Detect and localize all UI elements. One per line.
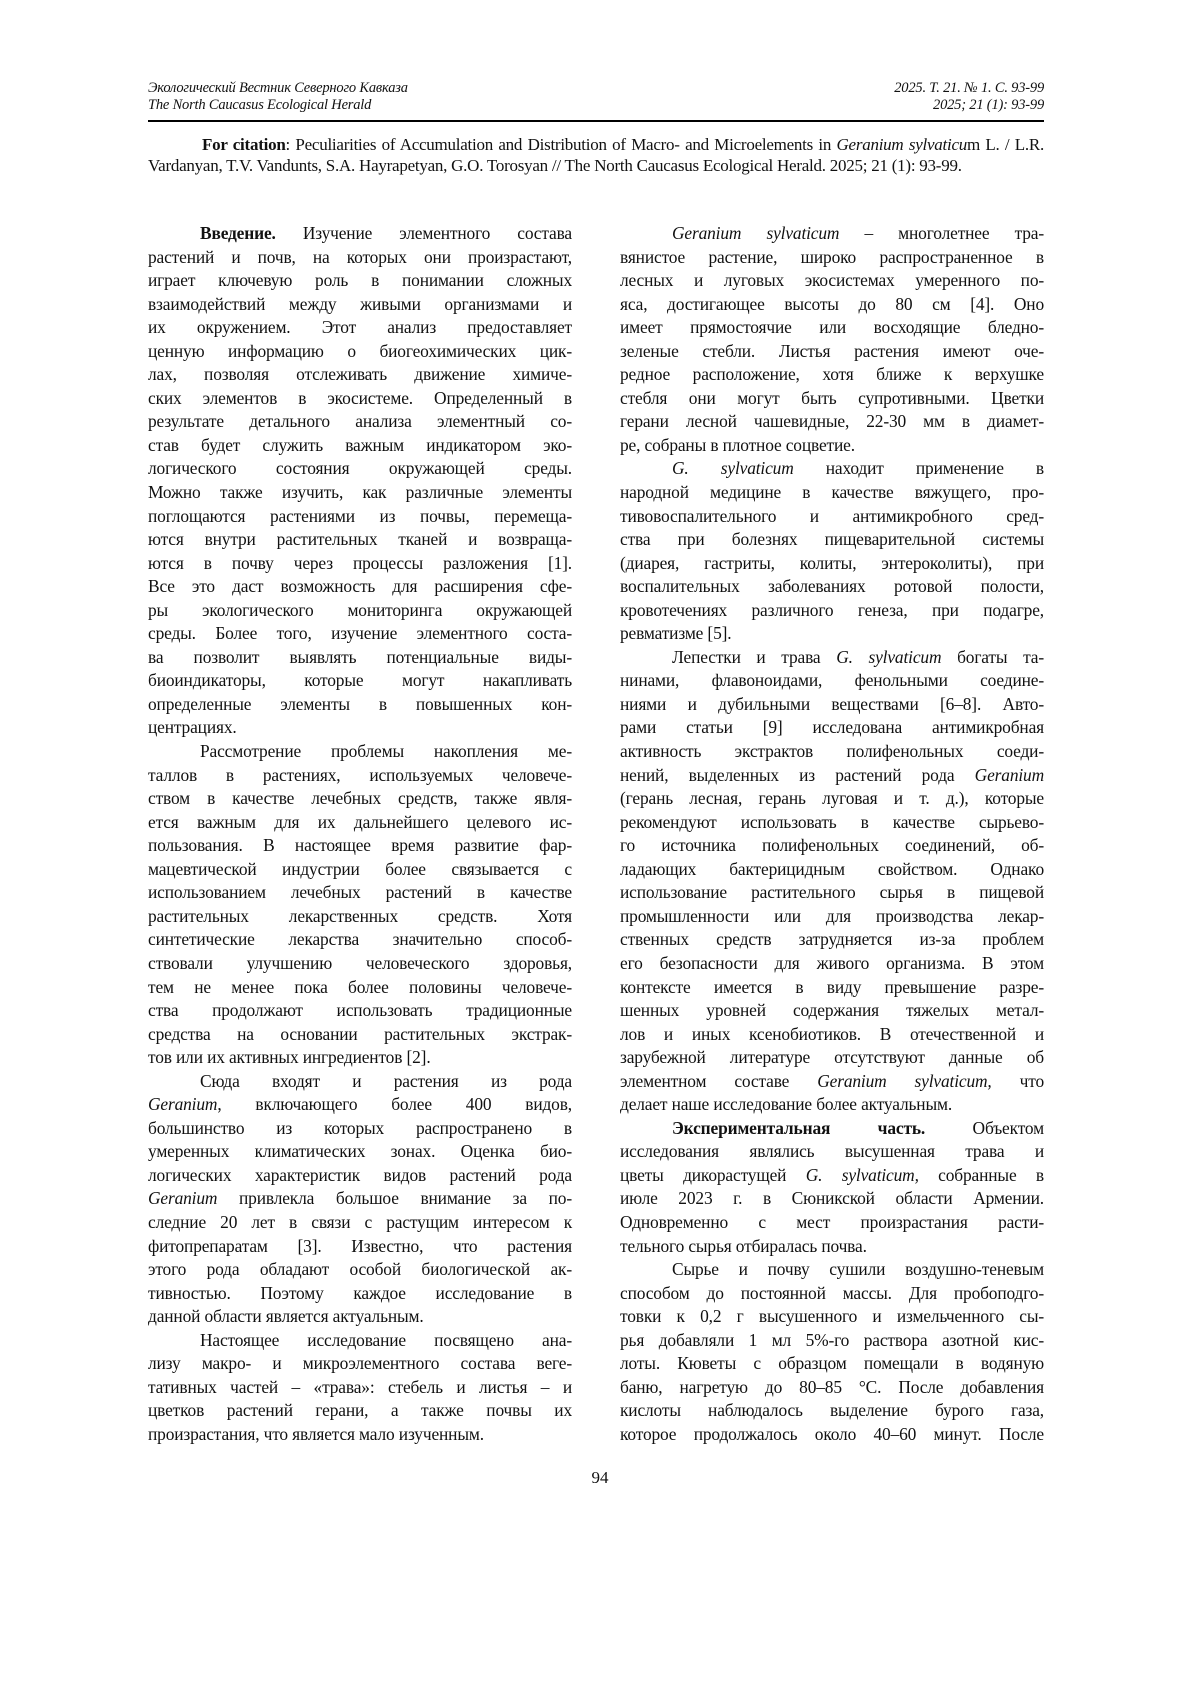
text-line	[620, 1117, 1044, 1141]
section-heading: Экспериментальная часть.	[672, 1118, 925, 1138]
text-line: взаимодействий между живыми организмами и	[148, 293, 572, 317]
text-line: этого рода обладают особой биологической ак-	[148, 1258, 572, 1282]
text-line: кислоты наблюдалось выделение бурого газа,	[620, 1399, 1044, 1423]
text-line: логического состояния окружающей среды.	[148, 457, 572, 481]
left-column	[148, 222, 572, 1446]
text-line: тельного сырья отбиралась почва.	[620, 1235, 1044, 1259]
text-line: имеет прямостоячие или восходящие бледно-	[620, 316, 1044, 340]
text-line: их окружением. Этот анализ предоставляет	[148, 316, 572, 340]
text-line: Сырье и почву сушили воздушно-теневым	[620, 1258, 1044, 1282]
journal-title-ru: Экологический Вестник Северного Кавказа	[148, 80, 408, 97]
italic-term: Geranium sylvaticum,	[817, 1071, 991, 1091]
text-line	[620, 1070, 1044, 1094]
text-line: тем не менее пока более половины человече-	[148, 976, 572, 1000]
text-line	[148, 222, 572, 246]
text-line: произрастания, что является мало изученным.	[148, 1423, 572, 1447]
text-line: Рассмотрение проблемы накопления ме-	[148, 740, 572, 764]
text-line: герани лесной чашевидные, 22-30 мм в диамет-	[620, 410, 1044, 434]
text-line	[620, 764, 1044, 788]
issue-en: 2025; 21 (1): 93-99	[933, 97, 1044, 114]
text-line	[620, 646, 1044, 670]
italic-term: G. sylvaticum	[672, 458, 794, 478]
text-line: фитопрепаратам [3]. Известно, что растения	[148, 1235, 572, 1259]
text-line: Сюда входят и растения из рода	[148, 1070, 572, 1094]
paragraph	[148, 1329, 572, 1447]
text-line: делает наше исследование более актуальным.	[620, 1093, 1044, 1117]
text-line: воспалительных заболеваниях ротовой полости,	[620, 575, 1044, 599]
text-line	[620, 1164, 1044, 1188]
text-line: ются в почву через процессы разложения [1].	[148, 552, 572, 576]
text-line: исследования являлись высушенная трава и	[620, 1140, 1044, 1164]
text-line: данной области является актуальным.	[148, 1305, 572, 1329]
text-line: Одновременно с мест произрастания расти-	[620, 1211, 1044, 1235]
paragraph	[620, 1117, 1044, 1258]
paragraph	[148, 1070, 572, 1329]
text-line: вянистое растение, широко распространенное в	[620, 246, 1044, 270]
citation-segment: Geranium sylvaticu	[837, 135, 968, 154]
text-line: способом до постоянной массы. Для пробоподго-	[620, 1282, 1044, 1306]
text-line: определенные элементы в повышенных кон-	[148, 693, 572, 717]
citation-segment: m L. / L.R. Vardanyan, T.V. Vandunts, S.A. Hayrapetyan, G.O. Torosyan // The North Caucasus Ecological Herald. 2025; 21 (1): 93-99.	[148, 135, 1044, 175]
text-line: тов или их активных ингредиентов [2].	[148, 1046, 572, 1070]
text-segment: – многолетнее тра-	[839, 223, 1044, 243]
text-line: таллов в растениях, используемых человече-	[148, 764, 572, 788]
text-line: ственных средств затрудняется из-за проблем	[620, 928, 1044, 952]
text-line: ревматизме [5].	[620, 622, 1044, 646]
text-line: ладающих бактерицидным свойством. Однако	[620, 858, 1044, 882]
text-line: лоты. Кюветы с образцом помещали в водяную	[620, 1352, 1044, 1376]
text-line: играет ключевую роль в понимании сложных	[148, 269, 572, 293]
text-segment: Лепестки и трава	[672, 647, 836, 667]
text-line: следние 20 лет в связи с растущим интересом к	[148, 1211, 572, 1235]
text-segment: что	[992, 1071, 1044, 1091]
text-line	[620, 222, 1044, 246]
text-segment: Изучение элементного состава	[276, 223, 572, 243]
italic-term: G. sylvaticum,	[806, 1165, 919, 1185]
text-line: редное расположение, хотя ближе к верхушке	[620, 363, 1044, 387]
right-column	[620, 222, 1044, 1446]
text-line: поглощаются растениями из почвы, перемеща-	[148, 505, 572, 529]
text-line: ниями и дубильными веществами [6–8]. Авто-	[620, 693, 1044, 717]
paragraph	[148, 222, 572, 740]
text-line: став будет служить важным индикатором эко-	[148, 434, 572, 458]
text-line: зарубежной литературе отсутствуют данные об	[620, 1046, 1044, 1070]
text-line: использование растительного сырья в пищевой	[620, 881, 1044, 905]
text-line: промышленности или для производства лекар-	[620, 905, 1044, 929]
text-line: Можно также изучить, как различные элементы	[148, 481, 572, 505]
text-line: его безопасности для живого организма. В этом	[620, 952, 1044, 976]
text-line: тивностью. Поэтому каждое исследование в	[148, 1282, 572, 1306]
text-line: кровотечениях различного генеза, при подагре,	[620, 599, 1044, 623]
text-line: рекомендуют использовать в качестве сырьево-	[620, 811, 1044, 835]
text-segment: нений, выделенных из растений рода	[620, 765, 975, 785]
text-line: средства на основании растительных экстрак-	[148, 1023, 572, 1047]
text-line: ством в качестве лечебных средств, также явля-	[148, 787, 572, 811]
text-line: лов и иных ксенобиотиков. В отечественной и	[620, 1023, 1044, 1047]
italic-term: Geranium	[148, 1094, 217, 1114]
italic-term: G. sylvaticum	[836, 647, 941, 667]
paragraph	[620, 222, 1044, 457]
journal-title-en: The North Caucasus Ecological Herald	[148, 97, 371, 114]
text-line: результате детального анализа элементный со-	[148, 410, 572, 434]
text-segment: привлекла большое внимание за по-	[217, 1188, 572, 1208]
text-line: ва позволит выявлять потенциальные виды-	[148, 646, 572, 670]
text-line: нинами, флавоноидами, фенольными соедине-	[620, 669, 1044, 693]
text-line: ства продолжают использовать традиционные	[148, 999, 572, 1023]
text-line	[148, 1093, 572, 1117]
text-segment: цветы дикорастущей	[620, 1165, 806, 1185]
running-header	[148, 80, 1044, 114]
text-line: (герань лесная, герань луговая и т. д.), которые	[620, 787, 1044, 811]
text-line: пользования. В настоящее время развитие фар-	[148, 834, 572, 858]
text-line: растений и почв, на которых они произрастают,	[148, 246, 572, 270]
text-line: лах, позволяя отслеживать движение химиче-	[148, 363, 572, 387]
text-line: ется важным для их дальнейшего целевого ис-	[148, 811, 572, 835]
text-line	[620, 457, 1044, 481]
citation-segment: For citation	[202, 135, 286, 154]
text-line: рами статьи [9] исследована антимикробная	[620, 716, 1044, 740]
text-line: рья добавляли 1 мл 5%-го раствора азотной кис-	[620, 1329, 1044, 1353]
text-line: ры экологического мониторинга окружающей	[148, 599, 572, 623]
header-rule	[148, 120, 1044, 122]
text-line: использованием лечебных растений в качестве	[148, 881, 572, 905]
italic-term: Geranium	[975, 765, 1044, 785]
paragraph	[620, 457, 1044, 645]
text-segment: собранные в	[919, 1165, 1044, 1185]
text-line: июле 2023 г. в Сюникской области Армении.	[620, 1187, 1044, 1211]
citation-segment: : Peculiarities of Accumulation and Distribution of Macro- and Microelements in	[286, 135, 837, 154]
text-line: Настоящее исследование посвящено ана-	[148, 1329, 572, 1353]
italic-term: Geranium sylvaticum	[672, 223, 839, 243]
paragraph	[620, 646, 1044, 1117]
text-line: товки к 0,2 г высушенного и измельченного сы-	[620, 1305, 1044, 1329]
paragraph	[620, 1258, 1044, 1446]
text-line: растительных лекарственных средств. Хотя	[148, 905, 572, 929]
text-line: народной медицине в качестве вяжущего, про-	[620, 481, 1044, 505]
text-line: ценную информацию о биогеохимических цик-	[148, 340, 572, 364]
text-line: баню, нагретую до 80–85 °C. После добавления	[620, 1376, 1044, 1400]
text-line: логических характеристик видов растений рода	[148, 1164, 572, 1188]
text-line: ских элементов в экосистеме. Определенный в	[148, 387, 572, 411]
text-line: ре, собраны в плотное соцветие.	[620, 434, 1044, 458]
text-line: ства при болезнях пищеварительной системы	[620, 528, 1044, 552]
text-line: контексте имеется в виду превышение разре-	[620, 976, 1044, 1000]
text-line: среды. Более того, изучение элементного соста-	[148, 622, 572, 646]
text-line: синтетические лекарства значительно способ-	[148, 928, 572, 952]
text-line: го источника полифенольных соединений, об-	[620, 834, 1044, 858]
paragraph	[148, 740, 572, 1070]
text-line: лесных и луговых экосистемах умеренного по-	[620, 269, 1044, 293]
citation	[148, 134, 1044, 176]
text-segment: Объектом	[925, 1118, 1044, 1138]
text-line: центрациях.	[148, 716, 572, 740]
text-line: тивовоспалительного и антимикробного сред-	[620, 505, 1044, 529]
text-segment: богаты та-	[941, 647, 1044, 667]
page-number: 94	[0, 1468, 1200, 1488]
text-line: активность экстрактов полифенольных соеди-	[620, 740, 1044, 764]
italic-term: Geranium	[148, 1188, 217, 1208]
text-line: шенных уровней содержания тяжелых метал-	[620, 999, 1044, 1023]
text-line: стебля они могут быть супротивными. Цветки	[620, 387, 1044, 411]
text-line: большинство из которых распространено в	[148, 1117, 572, 1141]
text-segment: , включающего более 400 видов,	[217, 1094, 572, 1114]
issue-ru: 2025. Т. 21. № 1. С. 93-99	[894, 80, 1044, 97]
text-segment: находит применение в	[794, 458, 1044, 478]
text-line: тативных частей – «трава»: стебель и листья – и	[148, 1376, 572, 1400]
text-line: ствовали улучшению человеческого здоровья,	[148, 952, 572, 976]
text-line: биоиндикаторы, которые могут накапливать	[148, 669, 572, 693]
text-line: яса, достигающее высоты до 80 см [4]. Оно	[620, 293, 1044, 317]
text-line: ются внутри растительных тканей и возвраща-	[148, 528, 572, 552]
text-line: которое продолжалось около 40–60 минут. После	[620, 1423, 1044, 1447]
text-line: лизу макро- и микроэлементного состава веге-	[148, 1352, 572, 1376]
text-line: (диарея, гастриты, колиты, энтероколиты), при	[620, 552, 1044, 576]
text-segment: элементном составе	[620, 1071, 817, 1091]
text-line: умеренных климатических зонах. Оценка био-	[148, 1140, 572, 1164]
text-line: Все это даст возможность для расширения сфе-	[148, 575, 572, 599]
text-line: цветков растений герани, а также почвы их	[148, 1399, 572, 1423]
text-line: зеленые стебли. Листья растения имеют оче-	[620, 340, 1044, 364]
text-line	[148, 1187, 572, 1211]
section-heading: Введение.	[200, 223, 276, 243]
text-line: мацевтической индустрии более связывается с	[148, 858, 572, 882]
